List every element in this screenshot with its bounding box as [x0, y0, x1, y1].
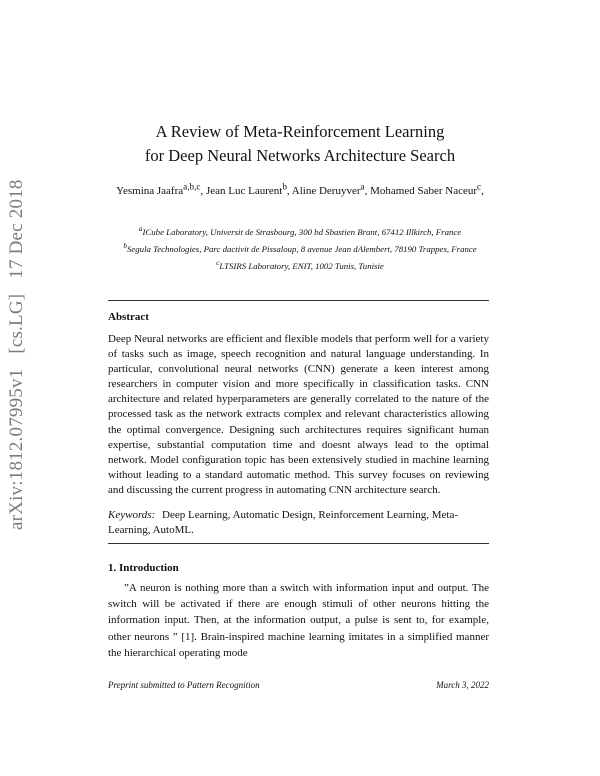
affiliation: $^a$ICube Laboratory, Universit de Strasbourg, 300 bd Sbastien Brant, 67412 Illkirch, France: [138, 224, 462, 237]
title-line-1: A Review of Meta-Reinforcement Learning: [155, 122, 445, 141]
footer-date: March 3, 2022: [436, 680, 489, 690]
author: Mohamed Saber Naceur$^c$,: [370, 181, 484, 197]
affiliation: $^c$LTSIRS Laboratory, ENIT, 1002 Tunis, Tunisie: [216, 257, 384, 271]
footer-submission: Preprint submitted to Pattern Recognition: [108, 680, 260, 690]
arxiv-id: arXiv:1812.07995v1: [6, 368, 27, 530]
keywords-text: Deep Learning, Automatic Design, Reinforcement Learning, Meta-Learning, AutoML.: [108, 509, 458, 536]
introduction-text: ”A neuron is nothing more than a switch with information input and output. The switch will be activated if there are enough stimuli of other neurons hitting the information input. Then, at the information output, a pulse is sent to, for example, other neurons ” [1]. Brain-inspired machine learning imitates in a simplified manner the hierarchical operating mode: [108, 582, 489, 659]
author-list: [105, 178, 495, 200]
abstract-text: Deep Neural networks are efficient and flexible models that perform well for a variety of tasks such as image, speech recognition and natural language understanding. In particular, convolutional neural networks (CNN) generate a keen interest among researchers in computer vision and more specifically in classification tasks. CNN architecture and related hyperparameters are generally correlated to the nature of the processed task as the network extracts complex and relevant characteristics allowing the optimal convergence. Designing such architectures requires significant human expertise, substantial computation time and doesnt always lead to the optimal network. Model configuration topic has been extensively studied in machine learning without leading to a standard automatic method. This survey focuses on reviewing and discussing the current progress in automating CNN architecture search.: [108, 333, 489, 496]
affiliations: [100, 222, 500, 273]
keywords-label: Keywords:: [108, 509, 156, 521]
arxiv-side-stamp: [6, 169, 28, 530]
abstract-heading: Abstract: [108, 311, 149, 323]
section-heading-introduction: 1. Introduction: [108, 562, 179, 574]
author: Jean Luc Laurent$^b$,: [205, 181, 292, 197]
affiliation: $^b$Segula Technologies, Parc dactivit de Pissaloup, 8 avenue Jean dAlembert, 78190 Trappes, France: [123, 240, 477, 254]
abstract-bottom-rule: [108, 543, 489, 544]
arxiv-date: 17 Dec 2018: [6, 179, 27, 279]
abstract-top-rule: [108, 300, 489, 301]
paper-title: [0, 120, 600, 168]
keywords: [108, 508, 489, 538]
author: Aline Deruyver$^a$,: [291, 181, 371, 197]
title-line-2: for Deep Neural Networks Architecture Search: [144, 146, 456, 165]
author: Yesmina Jaafra$^{a,b,c}$,: [116, 181, 206, 197]
arxiv-category: [cs.LG]: [6, 293, 27, 354]
